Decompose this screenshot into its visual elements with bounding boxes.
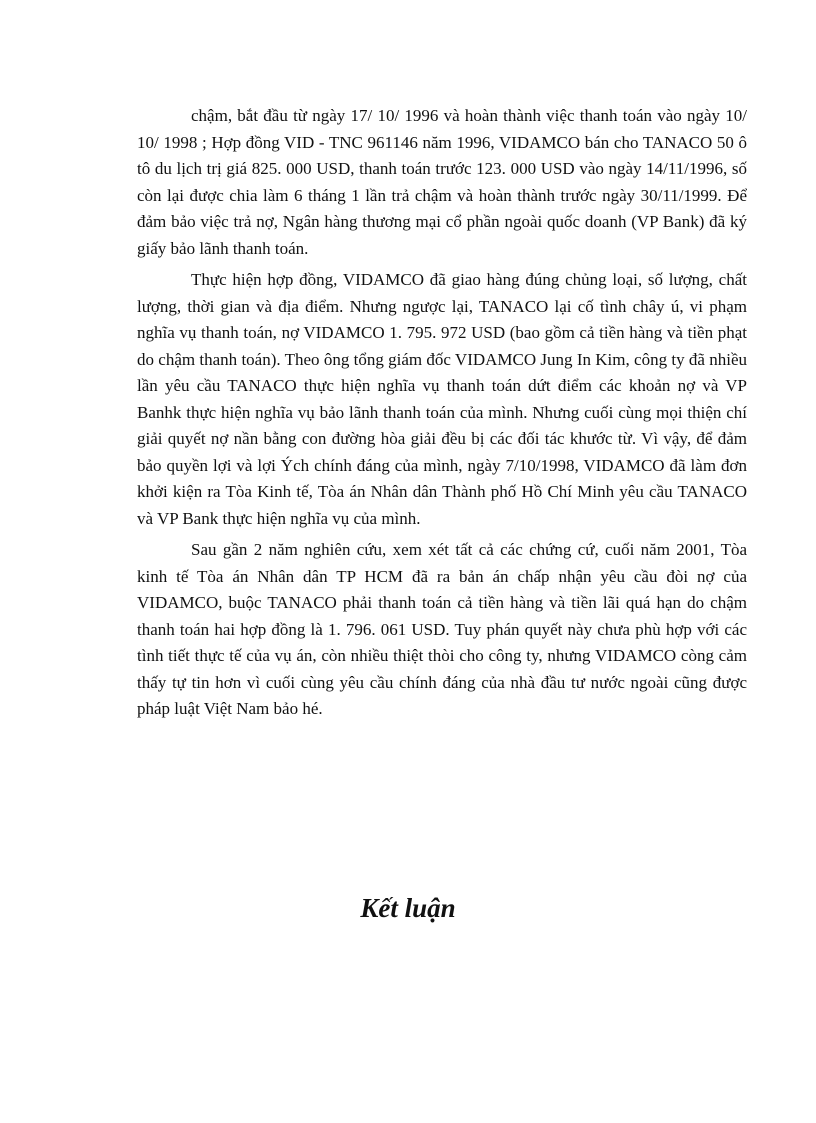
section-heading: Kết luận: [360, 893, 456, 923]
paragraph-3: Sau gần 2 năm nghiên cứu, xem xét tất cả các chứng cứ, cuối năm 2001, Tòa kinh tế Tòa án Nhân dân TP HCM đã ra bản án chấp nhận yêu cầu đòi nợ của VIDAMCO, buộc TANACO phải thanh toán cả tiền hàng và tiền lãi quá hạn do chậm thanh toán hai hợp đồng là 1. 796. 061 USD. Tuy phán quyết này chưa phù hợp với các tình tiết thực tế của vụ án, còn nhiều thiệt thòi cho công ty, nhưng VIDAMCO còng cảm thấy tự tin hơn vì cuối cùng yêu cầu chính đáng của nhà đầu tư nước ngoài cũng được pháp luật Việt Nam bảo hé.: [137, 540, 747, 718]
paragraph-2: Thực hiện hợp đồng, VIDAMCO đã giao hàng đúng chủng loại, số lượng, chất lượng, thời gian và địa điểm. Nhưng ngược lại, TANACO lại cố tình chây ú, vi phạm nghĩa vụ thanh toán, nợ VIDAMCO 1. 795. 972 USD (bao gồm cả tiền hàng và tiền phạt do chậm thanh toán). Theo ông tổng giám đốc VIDAMCO Jung In Kim, công ty đã nhiều lần yêu cầu TANACO thực hiện nghĩa vụ thanh toán dứt điểm các khoản nợ và VP Banhk thực hiện nghĩa vụ bảo lãnh thanh toán của mình. Nhưng cuối cùng mọi thiện chí giải quyết nợ nần bằng con đường hòa giải đều bị các đối tác khước từ. Vì vậy, để đảm bảo quyền lợi và lợi Ých chính đáng của mình, ngày 7/10/1998, VIDAMCO đã làm đơn khởi kiện ra Tòa Kinh tế, Tòa án Nhân dân Thành phố Hồ Chí Minh yêu cầu TANACO và VP Bank thực hiện nghĩa vụ của mình.: [137, 270, 747, 528]
body-text: [137, 103, 747, 723]
paragraph-1: chậm, bắt đầu từ ngày 17/ 10/ 1996 và hoàn thành việc thanh toán vào ngày 10/ 10/ 1998 ; Hợp đồng VID - TNC 961146 năm 1996, VIDAMCO bán cho TANACO 50 ô tô du lịch trị giá 825. 000 USD, thanh toán trước 123. 000 USD vào ngày 14/11/1996, số còn lại được chia làm 6 tháng 1 lần trả chậm và hoàn thành trước ngày 30/11/1999. Để đảm bảo việc trả nợ, Ngân hàng thương mại cổ phần ngoài quốc doanh (VP Bank) đã ký giấy bảo lãnh thanh toán.: [137, 106, 747, 258]
